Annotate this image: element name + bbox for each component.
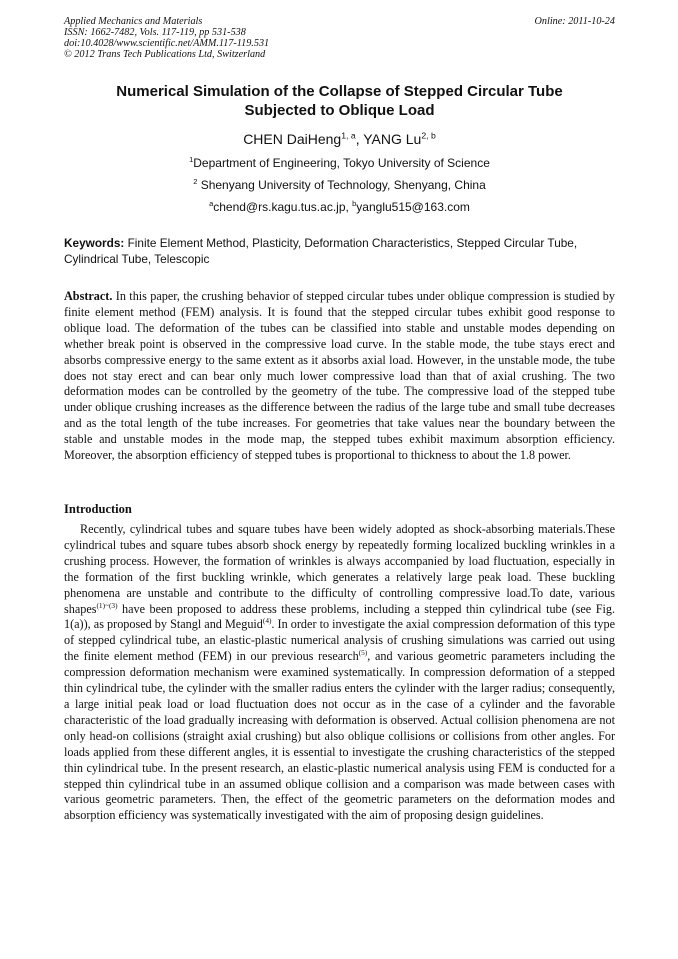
email-a: chend@rs.kagu.tus.ac.jp, (213, 200, 353, 214)
author-list (64, 130, 615, 148)
title-line-1: Numerical Simulation of the Collapse of Stepped Circular Tube (116, 83, 563, 100)
title-line-2: Subjected to Oblique Load (244, 102, 435, 119)
keywords-label: Keywords: (64, 236, 125, 250)
citation-4: (4) (262, 616, 272, 626)
email-a-sup: a (209, 199, 214, 208)
abstract-label: Abstract. (64, 289, 113, 303)
intro-text-2: have been proposed to address these problems, including a stepped thin cylindrical tube (see Fig. 1(a)), as proposed by Stangl and Meguid (64, 601, 615, 632)
copyright-line: © 2012 Trans Tech Publications Ltd, Switzerland (64, 49, 266, 60)
affiliation-1-text: Department of Engineering, Tokyo University of Science (193, 156, 490, 170)
affiliation-1-sup: 1 (189, 155, 194, 164)
author-emails (64, 200, 615, 215)
abstract (64, 289, 615, 464)
author-2-sup: 2, b (421, 130, 436, 141)
email-b: yanglu515@163.com (356, 200, 470, 214)
affiliation-2-sup: 2 (193, 177, 198, 186)
section-heading-introduction: Introduction (64, 502, 132, 516)
affiliation-2 (64, 178, 615, 193)
intro-text-4: , and various geometric parameters including the compression deformation mechanism were examined systematically. In compression deformation of a stepped thin cylindrical tube, the cylinder with the smaller radius enters the cylinder with the larger radius; consequently, a large initial peak load or load fluctuation does not occur as in the case of a cylinder and the favorable characteristic of the load gradually increasing with deformation is observed. Actual collision phenomena are not only head-on collisions (straight axial crushing) but also oblique collisions or collisions from other angles. For loads applied from these different angles, it is essential to investigate the crushing characteristics of the stepped thin cylindrical tube. In the present research, an elastic-plastic numerical analysis using FEM is conducted for a stepped thin cylindrical tube in an assumed oblique collision and a comparison was made between cases with various geometric parameters. Then, the effect of the geometric parameters on the deformation modes and absorption efficiency was systematically investigated with the aim of proposing design guidelines. (64, 649, 615, 823)
paper-title (64, 82, 615, 120)
doi-line: doi:10.4028/www.scientific.net/AMM.117-119.531 (64, 38, 270, 49)
online-date: Online: 2011-10-24 (534, 16, 615, 27)
affiliation-1 (64, 156, 615, 171)
intro-text-3: . In order to investigate the axial compression deformation of this type of stepped cylindrical tube, an elastic-plastic numerical analysis of crushing simulations was carried out using the finite element method (FEM) in our previous research (64, 617, 615, 664)
publication-header (64, 16, 615, 60)
author-separator: , (355, 131, 364, 147)
author-2: YANG Lu (363, 131, 422, 147)
issn-line: ISSN: 1662-7482, Vols. 117-119, pp 531-538 (64, 27, 246, 38)
journal-name: Applied Mechanics and Materials (64, 16, 203, 27)
affiliation-2-text: Shenyang University of Technology, Shenyang, China (197, 178, 486, 192)
keywords (64, 236, 615, 267)
citation-1-3: (1)~(3) (96, 600, 118, 610)
intro-text-1: Recently, cylindrical tubes and square tubes have been widely adopted as shock-absorbing materials.These cylindrical tubes and square tubes absorb shock energy by repeatedly forming localized buckling wrinkles in a crushing process. However, the formation of wrinkles is always accompanied by load fluctuation, especially in the formation of the first buckling wrinkle, which generates a relatively large peak load. These buckling phenomena are unstable and contribute to the difficulty of controlling compressive load.To date, various shapes (64, 522, 615, 616)
citation-5: (5) (358, 648, 368, 658)
abstract-text: In this paper, the crushing behavior of stepped circular tubes under oblique compression is studied by finite element method (FEM) analysis. It is found that the stepped circular tubes exhibit good response to oblique load. The deformation of the tubes can be classified into stable and unstable modes depending on whether break point is observed in the compressive load curve. In the stable mode, the tube stays erect and absorbs compressive energy to the same extent as it absorbs axial load. However, in the unstable mode, the tube does not stay erect and can bear only much lower compressive load than that of axial crushing. The two deformation modes can be controlled by the geometry of the tube. The compressive load of the stepped tube under oblique crushing increases as the difference between the radius of the large tube and small tube decreases and as the total length of the tube increases. For geometries that take values near the boundary between the stable and unstable modes in the mode map, the stepped tubes exhibit maximum absorption efficiency. Moreover, the absorption efficiency of stepped tubes is proportional to thickness to about the 1.8 power. (64, 289, 615, 463)
keywords-text: Finite Element Method, Plasticity, Deformation Characteristics, Stepped Circular Tube, Cylindrical Tube, Telescopic (64, 236, 578, 266)
introduction-paragraph (64, 522, 615, 824)
author-1: CHEN DaiHeng (243, 131, 342, 147)
email-b-sup: b (352, 199, 357, 208)
author-1-sup: 1, a (341, 130, 356, 141)
